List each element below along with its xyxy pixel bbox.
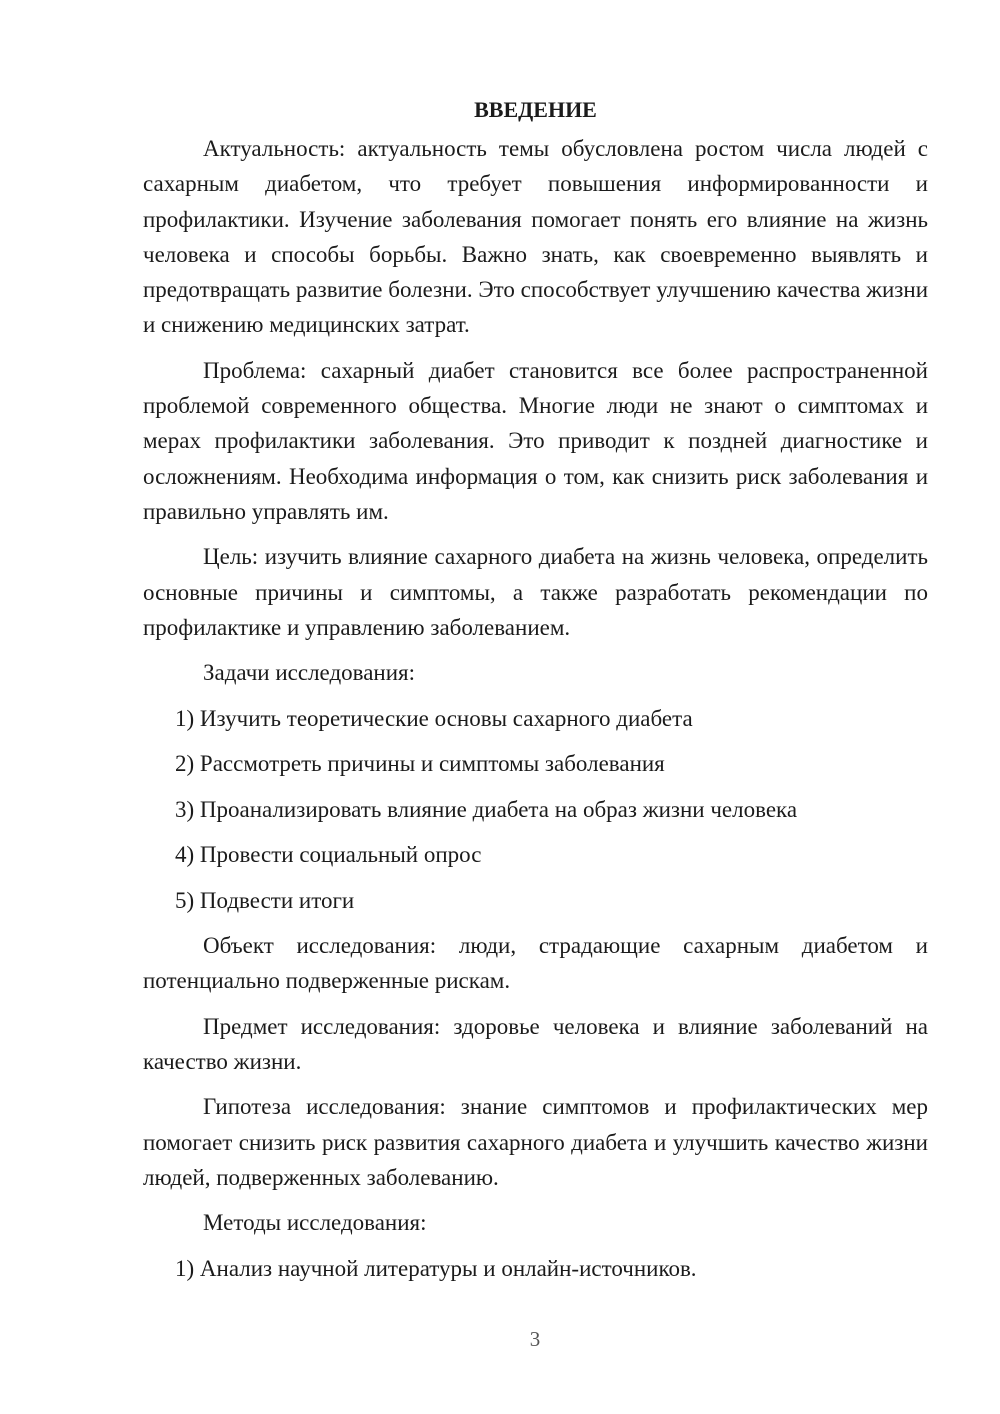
page-number: 3: [529, 1327, 541, 1351]
task-item-2: 2) Рассмотреть причины и симптомы заболевания: [175, 751, 665, 777]
tasks-heading: Задачи исследования:: [203, 660, 416, 686]
subject-paragraph: Предмет исследования: здоровье человека и влияние заболеваний на качество жизни.: [143, 1013, 928, 1075]
relevance-paragraph: Актуальность: актуальность темы обусловлена ростом числа людей с сахарным диабетом, что требует повышения информированности и профилактики. Изучение заболевания помогает понять его влияние на жизнь человека и способы борьбы. Важно знать, как своевременно выявлять и предотвращать развитие болезни. Это способствует улучшению качества жизни и снижению медицинских затрат.: [143, 136, 928, 338]
methods-heading: Методы исследования:: [203, 1210, 427, 1236]
task-item-1: 1) Изучить теоретические основы сахарного диабета: [175, 705, 693, 731]
task-item-3: 3) Проанализировать влияние диабета на образ жизни человека: [175, 796, 798, 822]
object-paragraph: Объект исследования: люди, страдающие сахарным диабетом и потенциально подверженные рискам.: [143, 933, 928, 994]
page-title: ВВЕДЕНИЕ: [474, 97, 597, 122]
tasks-list: [143, 701, 928, 918]
problem-paragraph: Проблема: сахарный диабет становится все более распространенной проблемой современного общества. Многие люди не знают о симптомах и мерах профилактики заболевания. Это приводит к поздней диагностике и осложнениям. Необходима информация о том, как снизить риск заболевания и правильно управлять им.: [143, 357, 928, 524]
goal-paragraph: Цель: изучить влияние сахарного диабета на жизнь человека, определить основные причины и симптомы, а также разработать рекомендации по профилактике и управлению заболеванием.: [143, 544, 928, 640]
methods-list: [143, 1251, 928, 1286]
hypothesis-paragraph: Гипотеза исследования: знание симптомов и профилактических мер помогает снизить риск развития сахарного диабета и улучшить качество жизни людей, подверженных заболеванию.: [143, 1094, 928, 1190]
page-content: [143, 92, 928, 1296]
task-item-4: 4) Провести социальный опрос: [175, 842, 482, 868]
task-item-5: 5) Подвести итоги: [175, 887, 355, 913]
method-item-1: 1) Анализ научной литературы и онлайн-источников.: [175, 1255, 697, 1281]
